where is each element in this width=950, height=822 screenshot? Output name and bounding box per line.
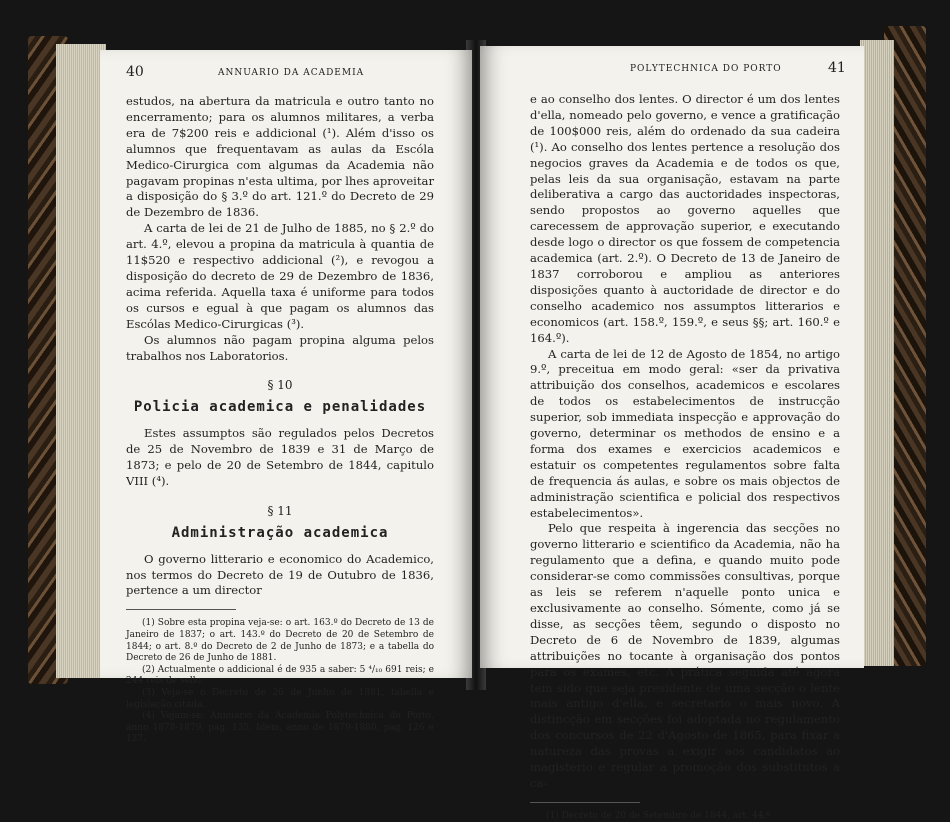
running-head: ANNUARIO DA ACADEMIA — [218, 68, 365, 78]
paragraph: A carta de lei de 12 de Agosto de 1854, no artigo 9.º, preceitua em modo geral: «ser da privativa attribuição dos conselhos, academicos e escolares de todos os estabelecimentos de instrucção superior, sob immediata inspecção e approvação do governo, determinar os methodos de ensino e a forma dos exames e exercicios academicos e estatuir os competentes regulamentos sobre falta de frequencia ás aulas, e sobre os mais objectos de administração scientifica e policial dos respectivos estabelecimentos». — [530, 346, 840, 520]
footnote: (1) Decreto de 20 de Setembro de 1844, art. 44.º — [546, 810, 771, 821]
footnote: (1) Sobre esta propina veja-se: o art. 163.º do Decreto de 13 de Janeiro de 1837; o art. 143.º do Decreto de 20 de Setembro de 1844; o art. 8.º do Decreto de 2 de Junho de 1873; e a tabella do Decreto de 26 de Junho de 1881. — [126, 618, 434, 664]
footnote: (2) Actualmente o addicional é de 935 a saber: 5 ⁴/₁₀ 691 reis; e 244 reis de sello. — [126, 664, 434, 687]
section-heading: Administração academica — [171, 524, 389, 541]
page-number: 40 — [126, 64, 144, 80]
paragraph: Os alumnos não pagam propina alguma pelos trabalhos nos Laboratorios. — [126, 332, 434, 363]
section-heading: Policia academica e penalidades — [133, 399, 427, 416]
page-number: 41 — [828, 60, 846, 76]
left-body — [126, 94, 434, 746]
page-edges-left — [56, 44, 106, 678]
footnote-rule — [126, 609, 236, 610]
right-page — [480, 46, 864, 821]
paragraph: estudos, na abertura da matricula e outro tanto no encerramento; para os alumnos militares, a verba era de 7$200 reis e addicional (¹). Além d'isso os alumnos que frequentavam as aulas da Escóla Medico-Cirurgica com algumas da Academia não pagavam propinas n'esta ultima, por lhes aproveitar a disposição do § 3.º do art. 121.º do Decreto de 29 de Dezembro de 1836. — [126, 94, 434, 220]
paragraph: O governo litterario e economico do Academico, nos termos do Decreto de 19 de Outubro de 1836, pertence a um director — [126, 551, 434, 598]
section-number: § 11 — [267, 503, 293, 518]
running-head: POLYTECHNICA DO PORTO — [630, 64, 782, 74]
section-number: § 10 — [267, 378, 293, 393]
footnotes — [530, 811, 840, 822]
paragraph: e ao conselho dos lentes. O director é um dos lentes d'ella, nomeado pelo governo, e vence a gratificação de 100$000 reis, além do ordenado da sua cadeira (¹). Ao conselho dos lentes pertence a resolução dos negocios graves da Academia e de todos os que, pelas leis da sua organisação, estavam na parte deliberativa a cargo das auctoridades inspectoras, sendo propostos ao governo aquelles que carecessem de approvação superior, e executando desde logo o director os que fossem de competencia academica (art. 2.º). O Decreto de 13 de Janeiro de 1837 corroborou e ampliou as anteriores disposições quanto à auctoridade de director e do conselho academico nos assumptos litterarios e economicos (art. 158.º, 159.º, e seus §§; art. 160.º e 164.º). — [530, 92, 840, 345]
left-page — [100, 50, 472, 745]
footnote: (4) Vejam-se: Annuario da Academia Polytechnica do Porto, anno 1878-1879, pag. 135. Idem, anno de 1879-1880, pag. 126 e 127. — [126, 711, 434, 745]
paragraph: Pelo que respeita à ingerencia das secções no governo litterario e scientifico da Academia, não ha regulamento que a defina, e quando muito pode considerar-se como commissões consultivas, porque as leis se referem n'aquelle ponto unica e exclusivamente ao conselho. Sómente, como já se disse, as secções têem, segundo o disposto no Decreto de 6 de Novembro de 1839, algumas attribuições no tocante à organisação dos pontos para os exames, etc. A prática seguida até agora tem sido que seja presidente de uma secção o lente mais antigo d'ella, e secretario o mais novo. A distincção em secções foi adoptada no regulamento dos concursos de 22 d'Agosto de 1865, para fixar a natureza das provas a exigir aos candidatos ao magisterio e regular a promoção dos substitutos a ca- — [530, 521, 840, 790]
footnote-rule — [530, 802, 640, 803]
footnote: (3) Veja-se o Decreto de 26 de Junho de 1881, tabella e legislação citada. — [126, 687, 434, 710]
page-edges-right — [860, 40, 894, 666]
right-body — [530, 92, 840, 822]
footnotes — [126, 618, 434, 746]
paragraph: A carta de lei de 21 de Julho de 1885, no § 2.º do art. 4.º, elevou a propina da matricula à quantia de 11$520 e respectivo addicional (²), e revogou a disposição do decreto de 29 de Dezembro de 1836, acima referida. Aquella taxa é uniforme para todos os cursos e egual à que pagam os alumnos das Escólas Medico-Cirurgicas (³). — [126, 221, 434, 331]
paragraph: Estes assumptos são regulados pelos Decretos de 25 de Novembro de 1839 e 31 de Março de 1873; e pelo de 20 de Setembro de 1844, capitulo VIII (⁴). — [126, 426, 434, 488]
